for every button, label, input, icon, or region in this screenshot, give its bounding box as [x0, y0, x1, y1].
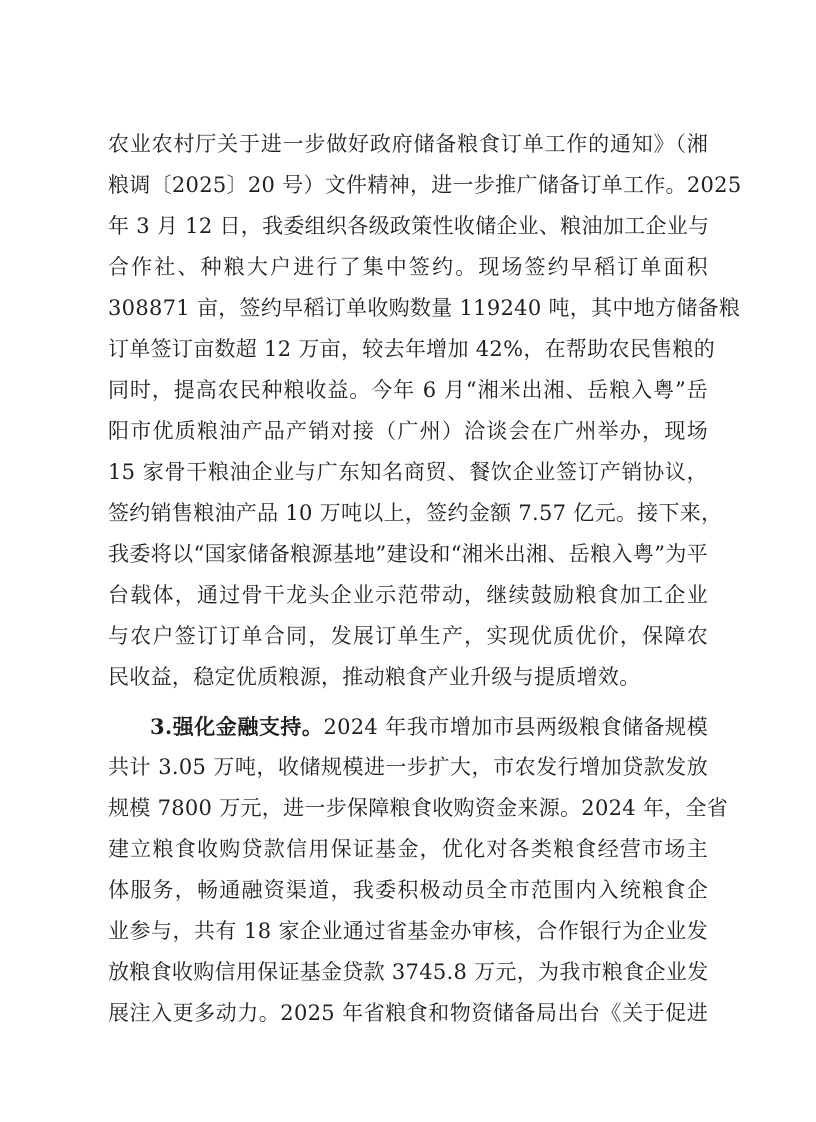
text-line: 粮调〔2025〕20 号）文件精神，进一步推广储备订单工作。2025 [108, 173, 742, 197]
text-line: 阳市优质粮油产品产销对接（广州）洽谈会在广州举办，现场 [108, 419, 708, 443]
section-heading: 3.强化金融支持。 [150, 714, 324, 739]
text-line: 我委将以“国家储备粮源基地”建设和“湘米出湘、岳粮入粤”为平 [108, 542, 708, 566]
text-line: 放粮食收购信用保证基金贷款 3745.8 万元，为我市粮食企业发 [108, 960, 709, 984]
paragraph-first-line [108, 706, 708, 747]
text-line: 签约销售粮油产品 10 万吨以上，签约金额 7.57 亿元。接下来， [108, 501, 723, 525]
text-line: 民收益，稳定优质粮源，推动粮食产业升级与提质增效。 [108, 665, 641, 689]
text-line: 展注入更多动力。2025 年省粮食和物资储备局出台《关于促进 [108, 1001, 708, 1025]
text-span: 2024 年我市增加市县两级粮食储备规模 [323, 715, 708, 739]
paragraph-financial-support [108, 706, 729, 1034]
text-line: 同时，提高农民种粮收益。今年 6 月“湘米出湘、岳粮入粤”岳 [108, 378, 708, 402]
text-line: 15 家骨干粮油企业与广东知名商贸、餐饮企业签订产销协议， [108, 460, 708, 484]
text-line: 业参与，共有 18 家企业通过省基金办审核，合作银行为企业发 [108, 919, 708, 943]
text-line: 订单签订亩数超 12 万亩，较去年增加 42%，在帮助农民售粮的 [108, 337, 716, 361]
paragraph-order-signing [108, 124, 742, 698]
document-body [108, 124, 742, 1034]
text-line: 与农户签订订单合同，发展订单生产，实现优质优价，保障农 [108, 624, 708, 648]
text-line: 体服务，畅通融资渠道，我委积极动员全市范围内入统粮食企 [108, 878, 708, 902]
text-line: 台载体，通过骨干龙头企业示范带动，继续鼓励粮食加工企业 [108, 583, 708, 607]
text-line: 建立粮食收购贷款信用保证基金，优化对各类粮食经营市场主 [108, 837, 708, 861]
text-line: 308871 亩，签约早稻订单收购数量 119240 吨，其中地方储备粮 [108, 296, 741, 320]
text-line: 共计 3.05 万吨，收储规模进一步扩大，市农发行增加贷款发放 [108, 755, 708, 779]
paragraph-gap [108, 698, 708, 706]
text-line: 年 3 月 12 日，我委组织各级政策性收储企业、粮油加工企业与 [108, 214, 710, 238]
text-line: 规模 7800 万元，进一步保障粮食收购资金来源。2024 年，全省 [108, 796, 729, 820]
text-line: 合作社、种粮大户进行了集中签约。现场签约早稻订单面积 [108, 255, 708, 279]
text-line: 农业农村厅关于进一步做好政府储备粮食订单工作的通知》（湘 [108, 132, 708, 156]
